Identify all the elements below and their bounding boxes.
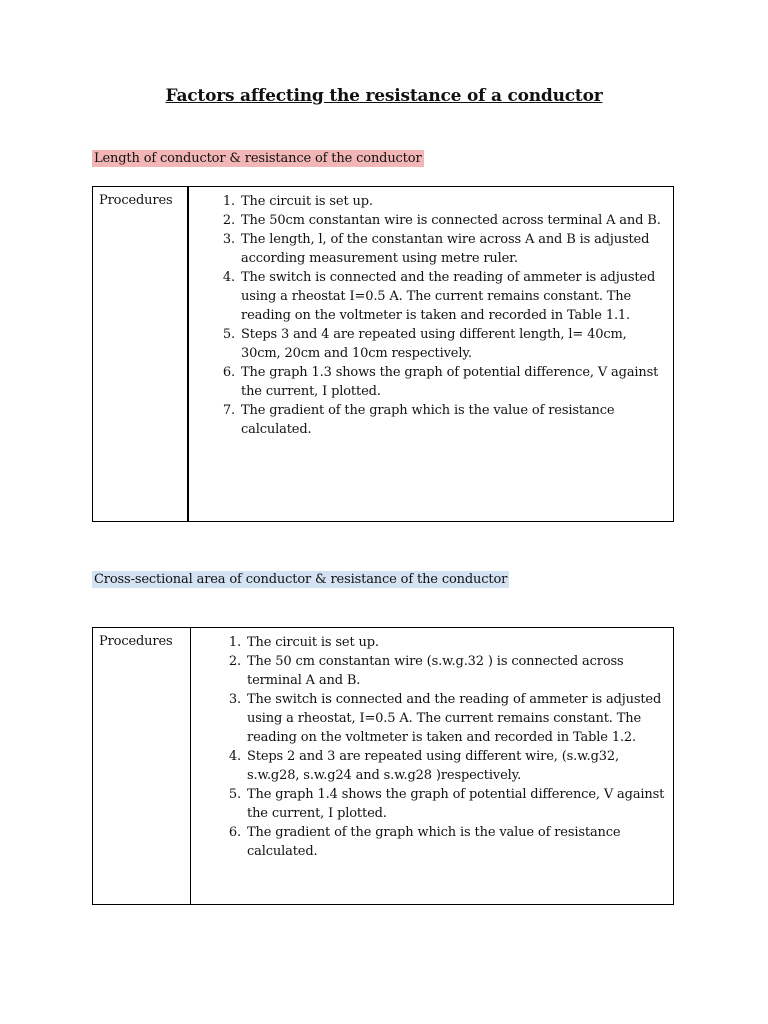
procedure-step	[191, 823, 665, 861]
procedures-cell	[188, 187, 674, 522]
procedure-step	[191, 652, 665, 690]
procedure-step	[189, 268, 665, 325]
procedure-step	[189, 325, 665, 363]
procedure-step	[189, 211, 665, 230]
step-number: 6.	[228, 825, 241, 840]
step-number: 4.	[222, 270, 235, 285]
step-number: 2.	[222, 213, 235, 228]
step-number: 7.	[222, 403, 235, 418]
procedures-label: Procedures	[93, 628, 191, 905]
step-number: 6.	[222, 365, 235, 380]
step-text: Steps 2 and 3 are repeated using different wire, (s.w.g32, s.w.g28, s.w.g24 and s.w.g28 )respectively.	[247, 749, 619, 783]
step-number: 1.	[228, 635, 241, 650]
section-heading-length: Length of conductor & resistance of the conductor	[94, 151, 422, 166]
procedures-cell	[191, 628, 674, 905]
step-text: The length, l, of the constantan wire across A and B is adjusted according measurement using metre ruler.	[241, 232, 650, 266]
procedure-step	[191, 690, 665, 747]
step-text: The graph 1.4 shows the graph of potential difference, V against the current, I plotted.	[247, 787, 665, 821]
step-text: The 50 cm constantan wire (s.w.g.32 ) is connected across terminal A and B.	[247, 654, 624, 688]
procedures-table-cross-section	[92, 627, 674, 905]
step-text: The circuit is set up.	[241, 194, 373, 209]
procedure-step	[191, 633, 665, 652]
step-text: The switch is connected and the reading of ammeter is adjusted using a rheostat, I=0.5 A. The current remains constant. The reading on the voltmeter is taken and recorded in Table 1.2.	[247, 692, 662, 745]
step-number: 1.	[222, 194, 235, 209]
step-number: 3.	[222, 232, 235, 247]
procedure-step	[189, 363, 665, 401]
section-heading-cross-section: Cross-sectional area of conductor & resistance of the conductor	[94, 572, 508, 587]
step-number: 4.	[228, 749, 241, 764]
document-title: Factors affecting the resistance of a conductor	[165, 86, 603, 106]
step-text: Steps 3 and 4 are repeated using different length, l= 40cm, 30cm, 20cm and 10cm respectively.	[241, 327, 627, 361]
step-number: 3.	[228, 692, 241, 707]
procedure-step	[189, 230, 665, 268]
procedure-step	[191, 785, 665, 823]
procedures-table-length	[92, 186, 674, 522]
step-text: The gradient of the graph which is the value of resistance calculated.	[247, 825, 621, 859]
procedure-step	[191, 747, 665, 785]
procedures-label: Procedures	[93, 187, 189, 522]
step-number: 2.	[228, 654, 241, 669]
step-text: The gradient of the graph which is the value of resistance calculated.	[241, 403, 615, 437]
step-number: 5.	[228, 787, 241, 802]
procedure-steps-list	[191, 633, 665, 861]
procedure-step	[189, 401, 665, 439]
procedure-steps-list	[189, 192, 665, 439]
step-number: 5.	[222, 327, 235, 342]
step-text: The graph 1.3 shows the graph of potential difference, V against the current, I plotted.	[241, 365, 659, 399]
step-text: The 50cm constantan wire is connected across terminal A and B.	[241, 213, 661, 228]
step-text: The circuit is set up.	[247, 635, 379, 650]
procedure-step	[189, 192, 665, 211]
step-text: The switch is connected and the reading of ammeter is adjusted using a rheostat I=0.5 A. The current remains constant. The reading on the voltmeter is taken and recorded in Table 1.1.	[241, 270, 656, 323]
